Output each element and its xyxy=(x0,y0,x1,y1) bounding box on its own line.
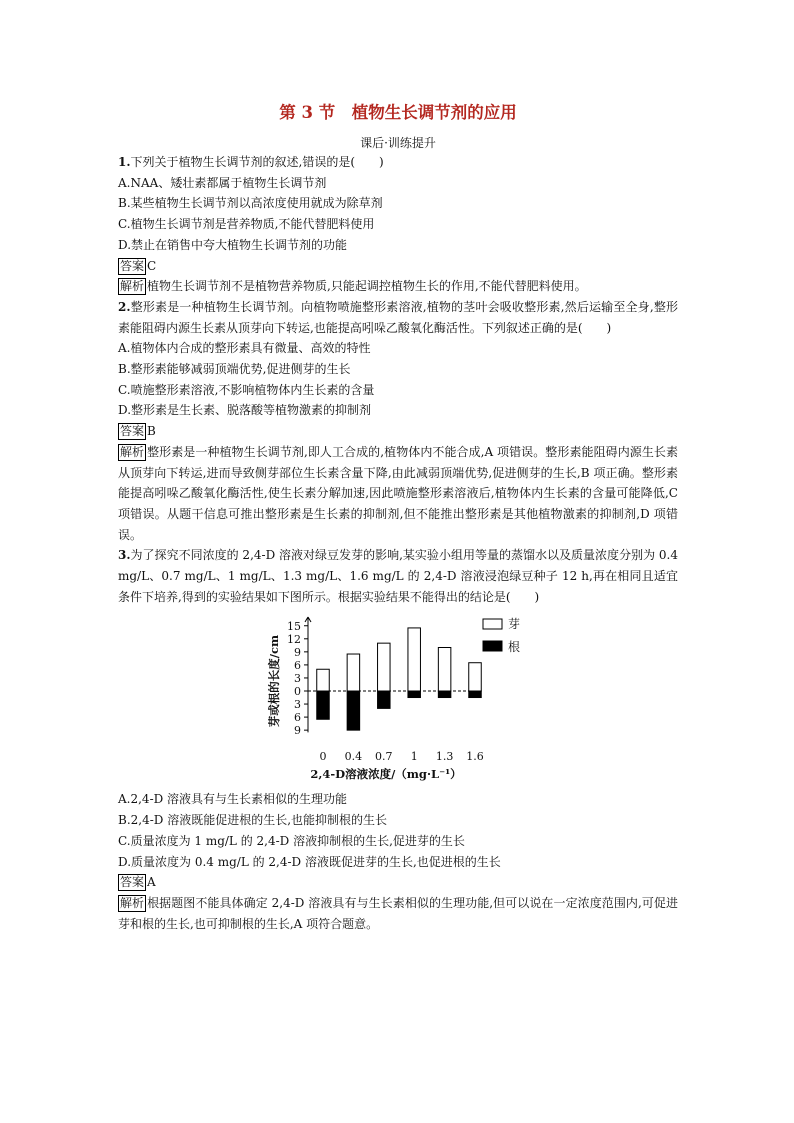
question-stem-text: 整形素是一种植物生长调节剂。向植物喷施整形素溶液,植物的茎叶会吸收整形素,然后运输至全身,整形素能阻碍内源生长素从顶芽向下转运,也能提高吲哚乙酸氧化酶活性。下列叙述正确的是( ) xyxy=(118,299,678,335)
y-tick-label: 15 xyxy=(287,620,301,634)
bar-root xyxy=(469,691,482,698)
y-axis-label: 芽或根的长度/cm xyxy=(267,635,281,728)
answer-line xyxy=(118,256,678,277)
bar-root xyxy=(317,691,330,719)
bar-root xyxy=(378,691,391,708)
x-tick-label: 0.4 xyxy=(344,750,363,764)
y-tick-label: 0 xyxy=(294,685,301,699)
question-1-stem xyxy=(118,152,678,173)
legend-swatch-shoot xyxy=(483,619,502,629)
y-tick-label: 9 xyxy=(294,724,301,738)
bar-root xyxy=(438,691,451,698)
question-stem-text: 为了探究不同浓度的 2,4-D 溶液对绿豆发芽的影响,某实验小组用等量的蒸馏水以及质量浓度分别为 0.4 mg/L、0.7 mg/L、1 mg/L、1.3 mg/L、1.6 mg/L 的 2,4-D 溶液浸泡绿豆种子 12 h,再在相同且适宜条件下培养,得到的实验结果如下图所示。根据实验结果不能得出的结论是( ) xyxy=(118,548,678,604)
bar-shoot xyxy=(347,654,360,691)
option: C.喷施整形素溶液,不影响植物体内生长素的含量 xyxy=(118,382,375,397)
question-3-stem xyxy=(118,545,678,607)
bar-shoot xyxy=(469,663,482,691)
y-tick-label: 3 xyxy=(294,698,301,712)
question-number: 2. xyxy=(118,299,131,314)
bar-root xyxy=(408,691,421,698)
y-tick-label: 6 xyxy=(294,659,301,673)
y-tick-label: 12 xyxy=(287,633,301,647)
chart-svg xyxy=(266,611,526,785)
analysis-tag: 解析 xyxy=(120,279,145,294)
legend-label-root: 根 xyxy=(508,640,521,655)
x-tick-label: 1.6 xyxy=(466,750,484,764)
option: A.植物体内合成的整形素具有微量、高效的特性 xyxy=(118,341,371,356)
option: B.2,4-D 溶液既能促进根的生长,也能抑制根的生长 xyxy=(118,813,388,828)
option: D.质量浓度为 0.4 mg/L 的 2,4-D 溶液既促进芽的生长,也促进根的生长 xyxy=(118,854,501,869)
x-axis-label: 2,4-D溶液浓度/（mg·L⁻¹） xyxy=(310,767,462,782)
y-tick-label: 9 xyxy=(294,646,301,660)
answer-line xyxy=(118,421,678,442)
y-tick-label: 6 xyxy=(294,711,301,725)
answer-value: A xyxy=(147,875,156,890)
analysis-line xyxy=(118,442,678,546)
question-stem-text: 下列关于植物生长调节剂的叙述,错误的是( ) xyxy=(130,155,384,169)
bar-shoot xyxy=(408,628,421,691)
answer-line xyxy=(118,872,678,893)
analysis-tag: 解析 xyxy=(120,444,145,459)
x-tick-label: 0 xyxy=(319,750,327,764)
page-subtitle: 课后·训练提升 xyxy=(360,136,436,150)
y-tick-label: 3 xyxy=(294,672,301,686)
page-title: 第 3 节 植物生长调节剂的应用 xyxy=(279,103,517,122)
question-number: 3. xyxy=(118,548,131,563)
question-number: 1. xyxy=(118,155,131,169)
answer-tag: 答案 xyxy=(120,875,145,890)
option: B.整形素能够减弱顶端优势,促进侧芽的生长 xyxy=(118,362,351,377)
answer-value: B xyxy=(147,424,156,439)
question-2-stem xyxy=(118,297,678,338)
option: D.禁止在销售中夸大植物生长调节剂的功能 xyxy=(118,237,348,252)
option: B.某些植物生长调节剂以高浓度使用就成为除草剂 xyxy=(118,196,383,211)
bar-shoot xyxy=(317,670,330,692)
analysis-text: 植物生长调节剂不是植物营养物质,只能起调控植物生长的作用,不能代替肥料使用。 xyxy=(147,279,587,294)
legend-label-shoot: 芽 xyxy=(508,617,521,632)
bar-shoot xyxy=(378,644,391,692)
worksheet xyxy=(118,100,678,934)
x-tick-label: 1.3 xyxy=(435,750,454,764)
option: A.2,4-D 溶液具有与生长素相似的生理功能 xyxy=(118,792,348,807)
analysis-line xyxy=(118,893,678,934)
x-tick-label: 1 xyxy=(410,750,418,764)
answer-value: C xyxy=(147,258,157,273)
option: D.整形素是生长素、脱落酸等植物激素的抑制剂 xyxy=(118,403,372,418)
option: C.植物生长调节剂是营养物质,不能代替肥料使用 xyxy=(118,217,375,232)
bar-chart xyxy=(118,607,678,789)
bar-shoot xyxy=(438,648,451,692)
analysis-tag: 解析 xyxy=(120,895,145,910)
x-tick-label: 0.7 xyxy=(375,750,393,764)
option: C.质量浓度为 1 mg/L 的 2,4-D 溶液抑制根的生长,促进芽的生长 xyxy=(118,833,465,848)
analysis-text: 根据题图不能具体确定 2,4-D 溶液具有与生长素相似的生理功能,但可以说在一定浓度范围内,可促进芽和根的生长,也可抑制根的生长,A 项符合题意。 xyxy=(118,895,678,931)
option: A.NAA、矮壮素都属于植物生长调节剂 xyxy=(118,175,327,190)
answer-tag: 答案 xyxy=(120,424,145,439)
bar-root xyxy=(347,691,360,730)
answer-tag: 答案 xyxy=(120,258,145,273)
analysis-line xyxy=(118,276,678,297)
analysis-text: 整形素是一种植物生长调节剂,即人工合成的,植物体内不能合成,A 项错误。整形素能阻碍内源生长素从顶芽向下转运,进而导致侧芽部位生长素含量下降,由此减弱顶端优势,促进侧芽的生长,B 项正确。整形素能提高吲哚乙酸氧化酶活性,使生长素分解加速,因此喷施整形素溶液后,植物体内生长素的含量可能降低,C 项错误。从题干信息可推出整形素是生长素的抑制剂,但不能推出整形素是其他植物激素的抑制剂,D 项错误。 xyxy=(118,444,678,542)
legend-swatch-root xyxy=(483,641,502,651)
